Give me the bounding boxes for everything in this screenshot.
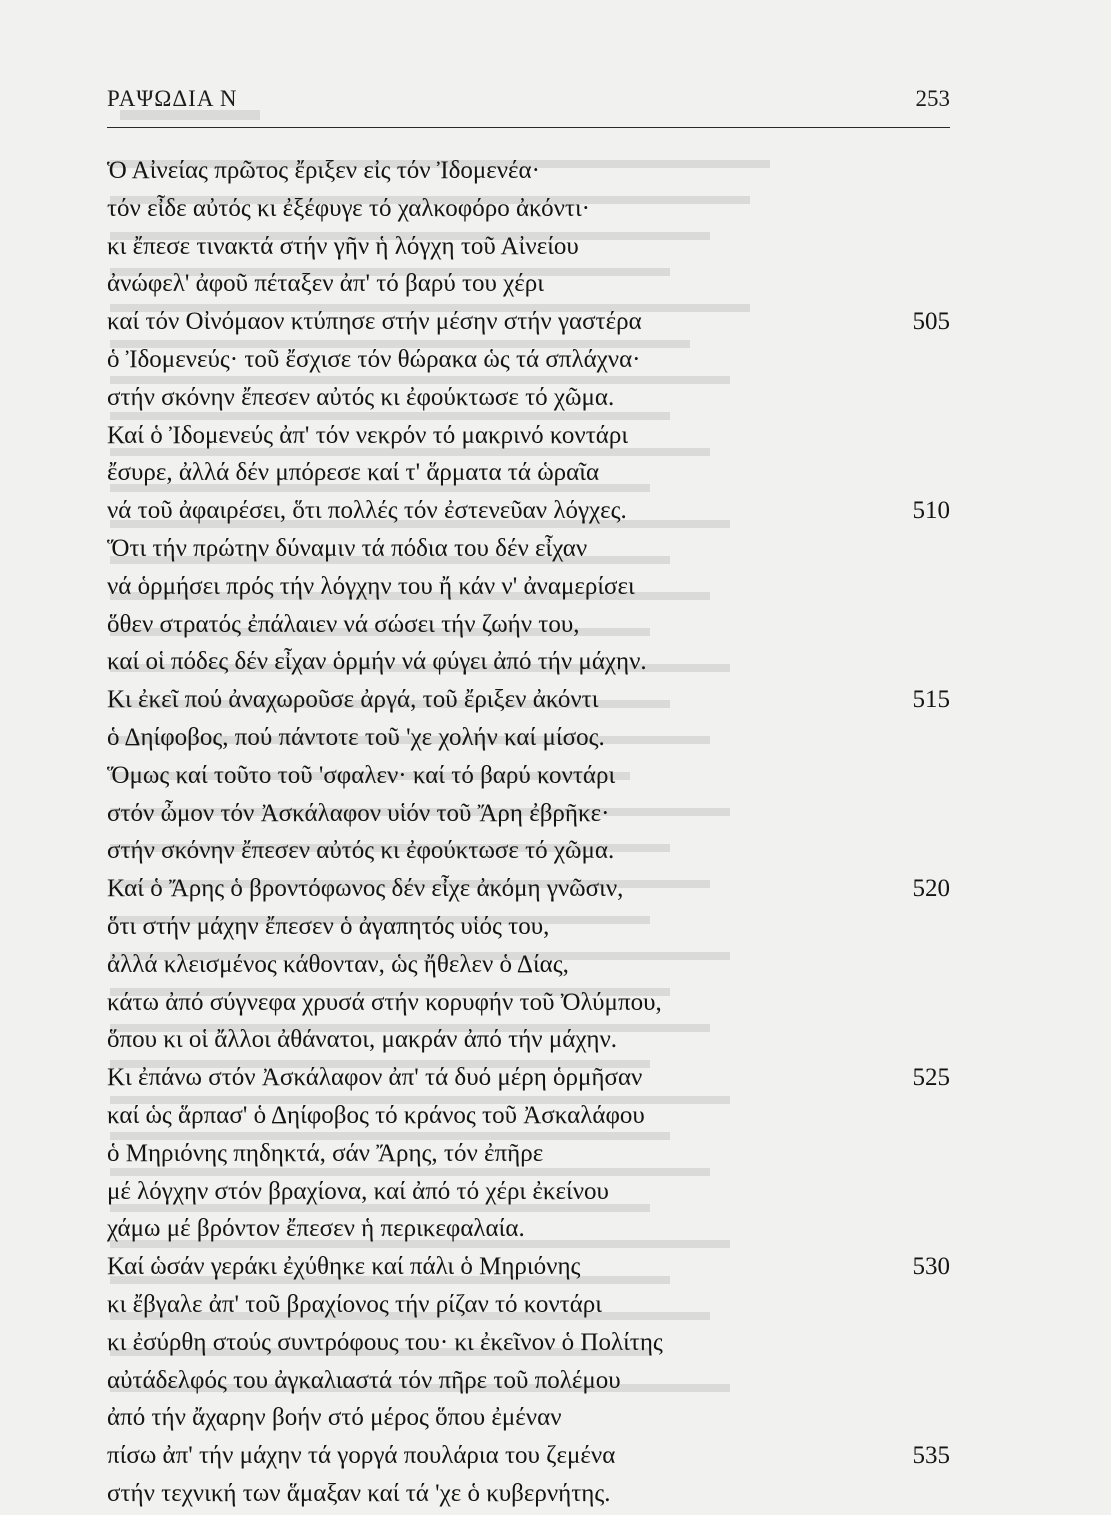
verse-text: ἀνώφελ' ἀφοῦ πέταξεν ἀπ' τό βαρύ του χέρι <box>107 270 544 298</box>
verse-line <box>107 492 950 530</box>
verse-text: ὁ Ἰδομενεύς· τοῦ ἔσχισε τόν θώρακα ὡς τά σπλάχνα· <box>107 345 641 373</box>
verse-line <box>107 757 950 795</box>
verse-text: Ὅμως καί τοῦτο τοῦ 'σφαλεν· καί τό βαρύ κοντάρι <box>107 761 616 789</box>
verse-line <box>107 417 950 455</box>
verse-text: στήν τεχνική των ἅμαξαν καί τά 'χε ὁ κυβερνήτης. <box>107 1479 611 1507</box>
verse-text: νά τοῦ ἀφαιρέσει, ὅτι πολλές τόν ἐστενεῦαν λόγχες. <box>107 497 627 525</box>
verse-line <box>107 908 950 946</box>
verse-line <box>107 1324 950 1362</box>
verse-text: Καί ὁ Ἰδομενεύς ἀπ' τόν νεκρόν τό μακρινό κοντάρι <box>107 421 629 449</box>
verse-text: χάμω μέ βρόντον ἔπεσεν ἡ περικεφαλαία. <box>107 1215 525 1243</box>
verse-line <box>107 1399 950 1437</box>
verse-text: κι ἐσύρθη στούς συντρόφους του· κι ἐκεῖνον ὁ Πολίτης <box>107 1328 663 1356</box>
running-head: ΡΑΨΩΔΙΑ Ν <box>107 86 238 111</box>
verse-text: ἀλλά κλεισμένος κάθονταν, ὡς ἤθελεν ὁ Δίας, <box>107 950 569 978</box>
verse-text: στήν σκόνην ἔπεσεν αὐτός κι ἐφούκτωσε τό χῶμα. <box>107 837 615 865</box>
verse-block <box>107 152 950 1513</box>
verse-line <box>107 1210 950 1248</box>
verse-text: αὐτάδελφός του ἀγκαλιαστά τόν πῆρε τοῦ πολέμου <box>107 1366 621 1394</box>
verse-line <box>107 795 950 833</box>
verse-line <box>107 265 950 303</box>
verse-text: μέ λόγχην στόν βραχίονα, καί ἀπό τό χέρι ἐκείνου <box>107 1177 609 1205</box>
verse-line <box>107 152 950 190</box>
verse-text: ὁ Μηριόνης πηδηκτά, σάν Ἄρης, τόν ἐπῆρε <box>107 1139 544 1167</box>
verse-line <box>107 606 950 644</box>
verse-line <box>107 1097 950 1135</box>
verse-line <box>107 832 950 870</box>
verse-line <box>107 984 950 1022</box>
line-number: 525 <box>912 1064 950 1092</box>
verse-line <box>107 1475 950 1513</box>
line-number: 510 <box>912 497 950 525</box>
verse-text: ὁ Δηίφοβος, πού πάντοτε τοῦ 'χε χολήν καί μίσος. <box>107 723 605 751</box>
verse-text: τόν εἶδε αὐτός κι ἐξέφυγε τό χαλκοφόρο ἀκόντι· <box>107 194 591 222</box>
verse-text: ὅπου κι οἱ ἄλλοι ἀθάνατοι, μακράν ἀπό τήν μάχην. <box>107 1026 618 1054</box>
verse-line <box>107 341 950 379</box>
verse-text: ὅτι στήν μάχην ἔπεσεν ὁ ἀγαπητός υἱός του, <box>107 912 550 940</box>
verse-line <box>107 530 950 568</box>
verse-line <box>107 190 950 228</box>
verse-line <box>107 1021 950 1059</box>
verse-line <box>107 303 950 341</box>
verse-text: Καί ὡσάν γεράκι ἐχύθηκε καί πάλι ὁ Μηριόνης <box>107 1253 581 1281</box>
line-number: 530 <box>912 1253 950 1281</box>
verse-text: Καί ὁ Ἄρης ὁ βροντόφωνος δέν εἶχε ἀκόμη γνῶσιν, <box>107 875 624 903</box>
verse-line <box>107 719 950 757</box>
page-number: 253 <box>915 86 950 111</box>
verse-text: ἀπό τήν ἄχαρην βοήν στό μέρος ὅπου ἐμέναν <box>107 1404 562 1432</box>
verse-text: κι ἔπεσε τινακτά στήν γῆν ἡ λόγχη τοῦ Αἰνείου <box>107 232 579 260</box>
verse-text: ἔσυρε, ἀλλά δέν μπόρεσε καί τ' ἅρματα τά ὡραῖα <box>107 459 600 487</box>
line-number: 520 <box>912 875 950 903</box>
verse-line <box>107 379 950 417</box>
verse-text: καί τόν Οἰνόμαον κτύπησε στήν μέσην στήν γαστέρα <box>107 308 642 336</box>
verse-line <box>107 681 950 719</box>
verse-line <box>107 454 950 492</box>
verse-text: στόν ὦμον τόν Ἀσκάλαφον υἱόν τοῦ Ἄρη ἐβρῆκε· <box>107 799 610 827</box>
verse-text: Ὅτι τήν πρώτην δύναμιν τά πόδια του δέν εἶχαν <box>107 534 588 562</box>
verse-text: Κι ἐκεῖ πού ἀναχωροῦσε ἀργά, τοῦ ἔριξεν ἀκόντι <box>107 686 599 714</box>
verse-text: πίσω ἀπ' τήν μάχην τά γοργά πουλάρια του ζεμένα <box>107 1442 616 1470</box>
verse-text: καί οἱ πόδες δέν εἶχαν ὁρμήν νά φύγει ἀπό τήν μάχην. <box>107 648 647 676</box>
verse-line <box>107 1362 950 1400</box>
verse-line <box>107 1173 950 1211</box>
verse-line <box>107 228 950 266</box>
verse-line <box>107 1286 950 1324</box>
header-rule <box>107 127 950 128</box>
verse-text: νά ὁρμήσει πρός τήν λόγχην του ἤ κάν ν' ἀναμερίσει <box>107 572 635 600</box>
line-number: 505 <box>912 308 950 336</box>
verse-text: κι ἔβγαλε ἀπ' τοῦ βραχίονος τήν ρίζαν τό κοντάρι <box>107 1290 602 1318</box>
verse-line <box>107 643 950 681</box>
page-header <box>107 86 950 126</box>
verse-text: κάτω ἀπό σύγνεφα χρυσά στήν κορυφήν τοῦ Ὀλύμπου, <box>107 988 662 1016</box>
verse-text: Κι ἐπάνω στόν Ἀσκάλαφον ἀπ' τά δυό μέρη ὁρμῆσαν <box>107 1064 643 1092</box>
verse-text: καί ὡς ἅρπασ' ὁ Δηίφοβος τό κράνος τοῦ Ἀσκαλάφου <box>107 1101 645 1129</box>
verse-text: στήν σκόνην ἔπεσεν αὐτός κι ἐφούκτωσε τό χῶμα. <box>107 383 615 411</box>
verse-text: Ὁ Αἰνείας πρῶτος ἔριξεν εἰς τόν Ἰδομενέα· <box>107 157 540 184</box>
verse-line <box>107 1059 950 1097</box>
line-number: 535 <box>912 1442 950 1470</box>
verse-line <box>107 870 950 908</box>
verse-line <box>107 1248 950 1286</box>
line-number: 515 <box>912 686 950 714</box>
verse-line <box>107 1437 950 1475</box>
verse-text: ὅθεν στρατός ἐπάλαιεν νά σώσει τήν ζωήν του, <box>107 610 580 638</box>
verse-line <box>107 946 950 984</box>
verse-line <box>107 568 950 606</box>
verse-line <box>107 1135 950 1173</box>
